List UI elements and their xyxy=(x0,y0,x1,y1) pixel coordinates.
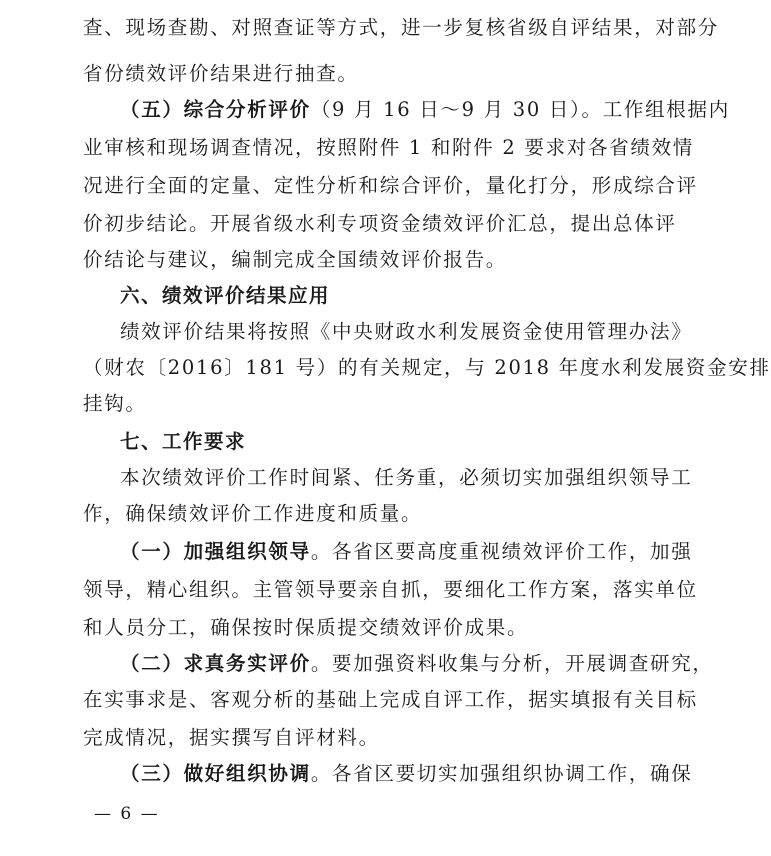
requirement-three xyxy=(120,762,693,786)
text-line: 业审核和现场调查情况，按照附件 1 和附件 2 要求对各省绩效情 xyxy=(83,136,695,159)
section-heading: 七、工作要求 xyxy=(120,430,247,453)
paragraph-lead: （二）求真务实评价 xyxy=(120,652,311,675)
text-line: 本次绩效评价工作时间紧、任务重，必须切实加强组织领导工 xyxy=(120,466,693,489)
paragraph-text: 。各省区要切实加强组织协调工作，确保 xyxy=(310,762,693,785)
paragraph-text: 。各省区要高度重视绩效评价工作，加强 xyxy=(310,540,693,563)
text-line: 作，确保绩效评价工作进度和质量。 xyxy=(83,502,423,525)
requirement-one xyxy=(120,540,693,564)
text-line: 况进行全面的定量、定性分析和综合评价，量化打分，形成综合评 xyxy=(83,174,698,197)
text-line: 和人员分工，确保按时保质提交绩效评价成果。 xyxy=(83,616,529,639)
text-line: 价初步结论。开展省级水利专项资金绩效评价汇总，提出总体评 xyxy=(83,212,677,235)
text-line: 省份绩效评价结果进行抽查。 xyxy=(83,62,359,85)
section-heading: 六、绩效评价结果应用 xyxy=(120,284,331,307)
requirement-two xyxy=(120,652,714,676)
text-line: 绩效评价结果将按照《中央财政水利发展资金使用管理办法》 xyxy=(120,320,693,343)
text-line: 完成情况，据实撰写自评材料。 xyxy=(83,726,380,749)
paragraph-text: （9 月 16 日～9 月 30 日）。工作组根据内 xyxy=(310,98,730,121)
paragraph-text: 。要加强资料收集与分析，开展调查研究， xyxy=(310,652,714,675)
paragraph-lead: （三）做好组织协调 xyxy=(120,762,311,785)
page-number: — 6 — xyxy=(94,804,160,824)
text-line: 查、现场查勘、对照查证等方式，进一步复核省级自评结果，对部分 xyxy=(83,16,720,39)
text-line: 在实事求是、客观分析的基础上完成自评工作，据实填报有关目标 xyxy=(83,688,698,711)
text-line: 领导，精心组织。主管领导要亲自抓，要细化工作方案，落实单位 xyxy=(83,578,698,601)
text-line: 价结论与建议，编制完成全国绩效评价报告。 xyxy=(83,248,508,271)
text-line: 挂钩。 xyxy=(83,392,147,415)
paragraph-lead: （一）加强组织领导 xyxy=(120,540,311,563)
paragraph-lead: （五）综合分析评价 xyxy=(120,98,311,121)
paragraph-five-heading xyxy=(120,98,730,122)
text-line: （财农〔2016〕181 号）的有关规定，与 2018 年度水利发展资金安排 xyxy=(83,356,771,379)
